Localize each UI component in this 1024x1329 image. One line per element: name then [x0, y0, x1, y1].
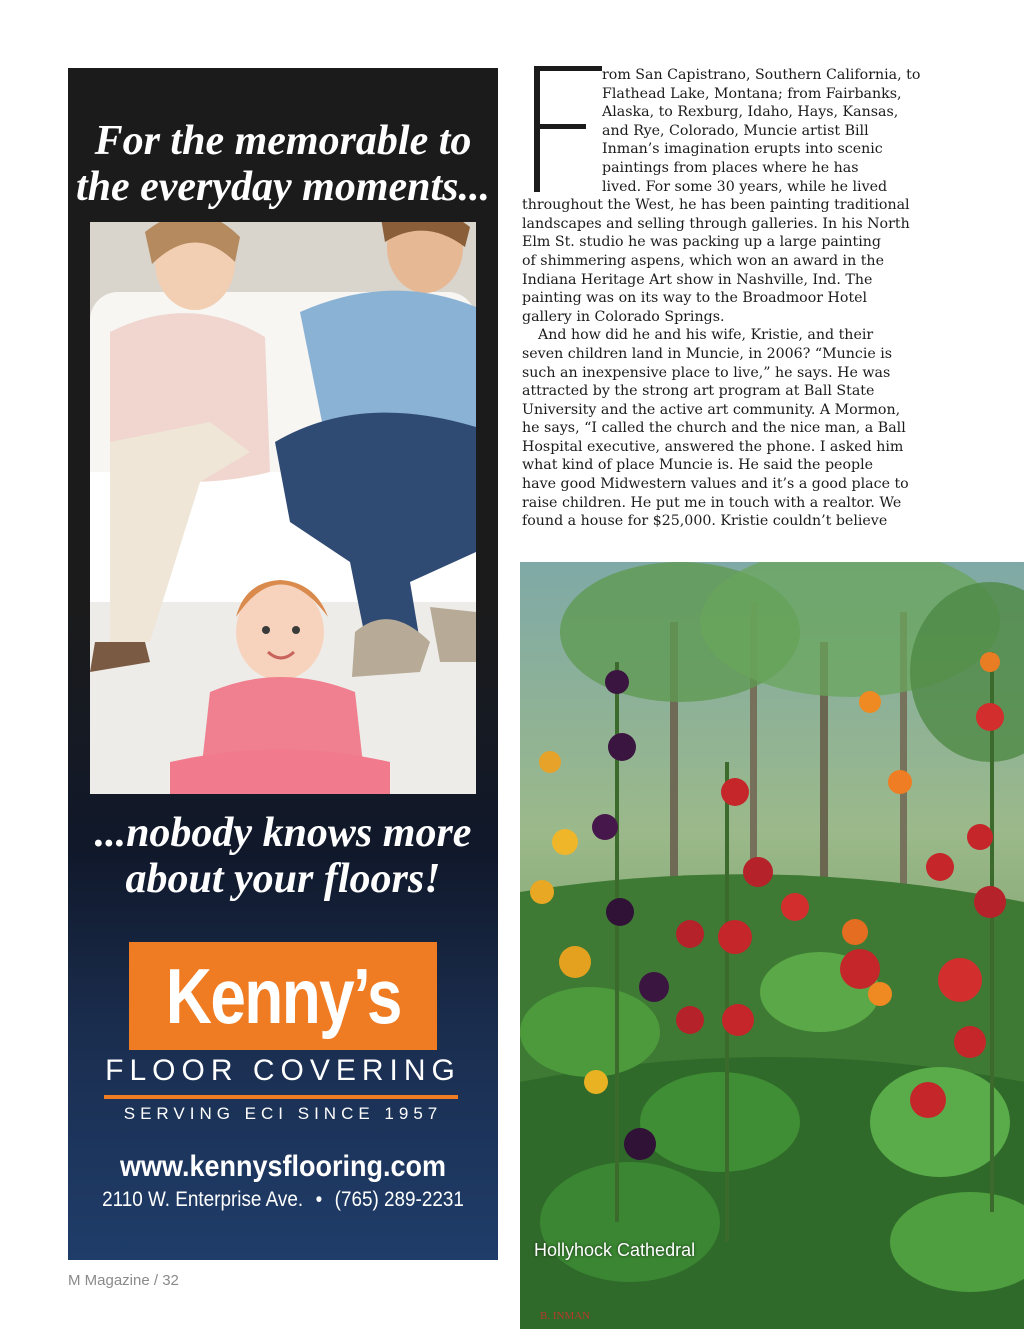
article-line: rom San Capistrano, Southern California, to: [602, 67, 921, 83]
article-line: throughout the West, he has been painting traditional: [522, 197, 910, 214]
hollyhock-painting: [520, 562, 1024, 1329]
article-line: Alaska, to Rexburg, Idaho, Hays, Kansas,: [602, 104, 899, 121]
painting-signature: B. INMAN: [540, 1310, 591, 1322]
ad-tagline-top-line-1: For the memorable to: [94, 118, 472, 164]
article-line: paintings from places where he has: [602, 159, 859, 176]
article-line: and Rye, Colorado, Muncie artist Bill: [602, 122, 869, 139]
article-line: gallery in Colorado Springs.: [522, 308, 725, 325]
hollyhock-painting-illustration: [520, 562, 1024, 1329]
article-line: landscapes and selling through galleries. In his North: [522, 215, 910, 232]
page-folio: M Magazine / 32: [68, 1272, 179, 1289]
kennys-logo: [129, 942, 437, 1050]
serving-since-label: SERVING ECI SINCE 1957: [123, 1104, 443, 1123]
article-line: painting was on its way to the Broadmoor Hotel: [522, 290, 868, 307]
ad-tagline-bottom: [68, 810, 498, 902]
article-line: raise children. He put me in touch with a realtor. We: [522, 494, 902, 511]
ad-phone: (765) 289-2231: [334, 1188, 464, 1211]
article-line: Elm St. studio he was packing up a large painting: [522, 234, 882, 251]
ad-address: 2110 W. Enterprise Ave.: [102, 1188, 304, 1211]
bullet-separator: •: [315, 1188, 323, 1211]
floor-covering-label: FLOOR COVERING: [105, 1054, 461, 1087]
article-line: seven children land in Muncie, in 2006? “Muncie is: [522, 345, 893, 362]
article-body: [522, 66, 958, 531]
article-line: Indiana Heritage Art show in Nashville, Ind. The: [522, 271, 873, 288]
article-line: have good Midwestern values and it’s a good place to: [522, 476, 909, 493]
article-line: University and the active art community. A Mormon,: [522, 401, 901, 418]
ad-divider: [104, 1095, 458, 1099]
article-line: found a house for $25,000. Kristie couldn’t believe: [522, 513, 888, 530]
ad-tagline-bottom-line-2: about your floors!: [125, 856, 441, 902]
article-line: Hospital executive, answered the phone. I asked him: [522, 438, 904, 455]
ad-tagline-bottom-line-1: ...nobody knows more: [94, 810, 472, 856]
article-line: lived. For some 30 years, while he lived: [602, 178, 888, 195]
ad-website-link[interactable]: www.kennysflooring.com: [119, 1150, 447, 1183]
ad-contact-line: [90, 1188, 477, 1212]
ad-tagline-top: [68, 118, 498, 210]
painting-caption: Hollyhock Cathedral: [534, 1240, 696, 1260]
article-line: And how did he and his wife, Kristie, and their: [538, 327, 874, 344]
article-line: what kind of place Muncie is. He said the people: [522, 457, 874, 474]
ad-tagline-top-line-2: the everyday moments...: [75, 164, 491, 210]
family-photo-illustration: [90, 222, 476, 794]
article-line: of shimmering aspens, which won an award in the: [522, 252, 884, 269]
article-line: such an inexpensive place to live,” he says. He was: [522, 364, 891, 381]
article-line: Flathead Lake, Montana; from Fairbanks,: [602, 85, 902, 102]
kennys-logo-text: Kenny’s: [165, 951, 401, 1040]
article-line: he says, “I called the church and the nice man, a Ball: [522, 420, 906, 437]
article-line: attracted by the strong art program at Ball State: [522, 383, 875, 400]
article-line: Inman’s imagination erupts into scenic: [602, 141, 883, 158]
family-photo: [90, 222, 476, 794]
kennys-advertisement: [68, 68, 498, 1260]
